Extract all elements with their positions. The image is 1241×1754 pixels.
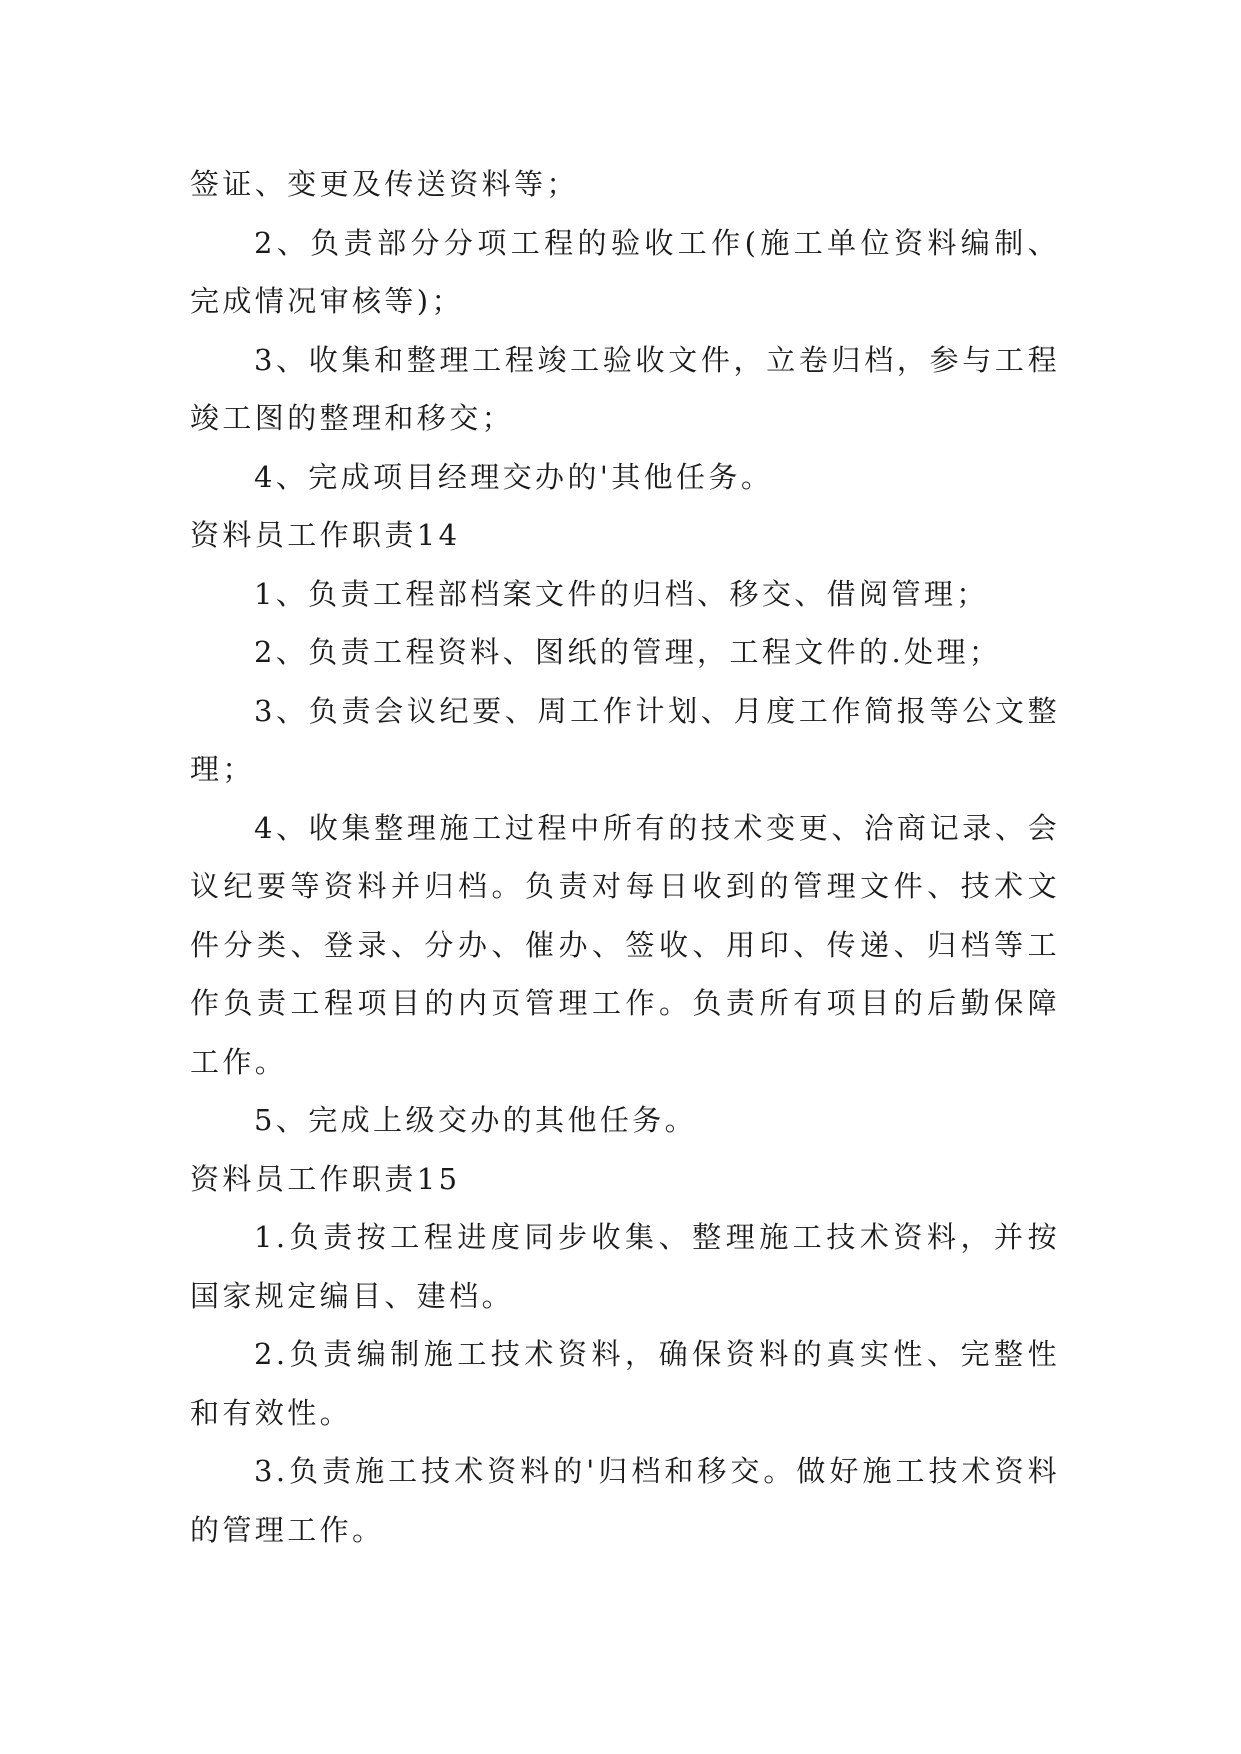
section-heading: 资料员工作职责15 bbox=[190, 1161, 461, 1196]
paragraph-continuation: 签证、变更及传送资料等； bbox=[190, 167, 579, 201]
list-item: 4、收集整理施工过程中所有的技术变更、洽商记录、会议纪要等资料并归档。负责对每日收到的管理文件、技术文件分类、登录、分办、催办、签收、用印、传递、归档等工作负责工程项目的内页管理工作。负责所有项目的后勤保障工作。 bbox=[190, 810, 1060, 1079]
document-body bbox=[190, 155, 1060, 1559]
list-item: 4、完成项目经理交办的'其他任务。 bbox=[254, 459, 774, 494]
section-heading: 资料员工作职责14 bbox=[190, 518, 461, 552]
list-item: 1.负责按工程进度同步收集、整理施工技术资料，并按国家规定编目、建档。 bbox=[190, 1220, 1060, 1313]
list-item: 5、完成上级交办的其他任务。 bbox=[254, 1103, 698, 1137]
list-item: 3、负责会议纪要、周工作计划、月度工作简报等公文整理； bbox=[190, 693, 1060, 786]
list-item: 3、收集和整理工程竣工验收文件，立卷归档，参与工程竣工图的整理和移交； bbox=[190, 342, 1060, 435]
list-item: 2.负责编制施工技术资料，确保资料的真实性、完整性和有效性。 bbox=[190, 1337, 1060, 1430]
list-item: 2、负责部分分项工程的验收工作(施工单位资料编制、完成情况审核等)； bbox=[190, 225, 1060, 318]
list-item: 2、负责工程资料、图纸的管理，工程文件的.处理； bbox=[254, 635, 1002, 669]
list-item: 3.负责施工技术资料的'归档和移交。做好施工技术资料的管理工作。 bbox=[190, 1454, 1060, 1547]
list-item: 1、负责工程部档案文件的归档、移交、借阅管理； bbox=[254, 576, 989, 611]
